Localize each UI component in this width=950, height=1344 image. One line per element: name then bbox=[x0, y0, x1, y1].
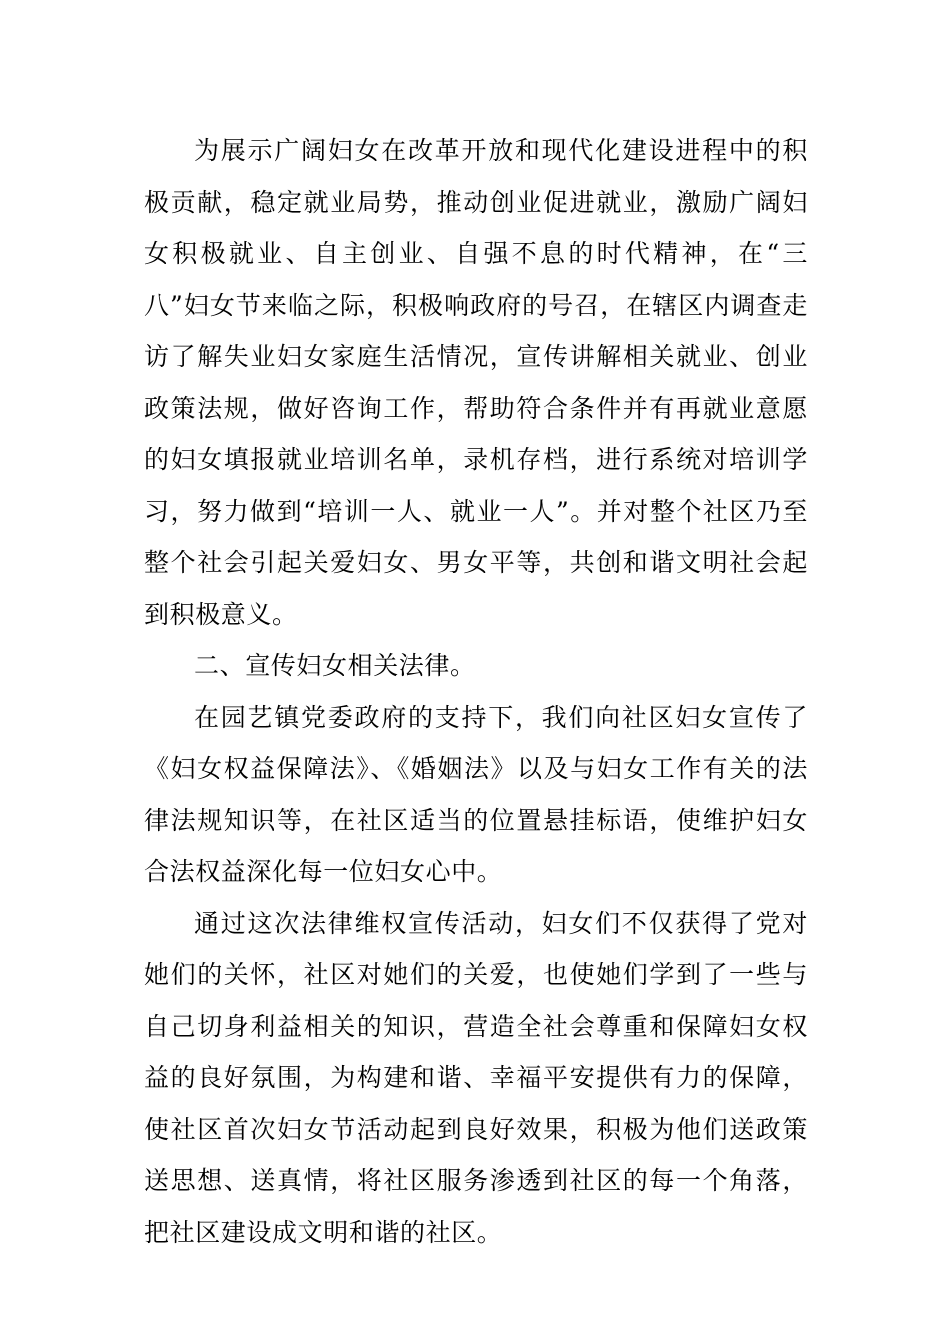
paragraph-activity-summary: 通过这次法律维权宣传活动，妇女们不仅获得了党对她们的关怀，社区对她们的关爱，也使她们学到了一些与自己切身利益相关的知识，营造全社会尊重和保障妇女权益的良好氛围，为构建和谐、幸福平安提供有力的保障，使社区首次妇女节活动起到良好效果，积极为他们送政策送思想、送真情，将社区服务渗透到社区的每一个角落，把社区建设成文明和谐的社区。 bbox=[144, 908, 808, 1247]
paragraph-employment-training: 为展示广阔妇女在改革开放和现代化建设进程中的积极贡献，稳定就业局势，推动创业促进就业，激励广阔妇女积极就业、自主创业、自强不息的时代精神，在“三八”妇女节来临之际，积极响政府的号召，在辖区内调查走访了解失业妇女家庭生活情况，宣传讲解相关就业、创业政策法规，做好咨询工作，帮助符合条件并有再就业意愿的妇女填报就业培训名单，录机存档，进行系统对培训学习，努力做到“培训一人、就业一人”。并对整个社区乃至整个社会引起关爱妇女、男女平等，共创和谐文明社会起到积极意义。 bbox=[144, 136, 808, 629]
section-heading-legal-publicity: 二、宣传妇女相关法律。 bbox=[194, 651, 476, 680]
paragraph-law-publicity: 在园艺镇党委政府的支持下，我们向社区妇女宣传了《妇女权益保障法》、《婚姻法》以及与妇女工作有关的法律法规知识等，在社区适当的位置悬挂标语，使维护妇女合法权益深化每一位妇女心中。 bbox=[144, 702, 808, 886]
document-body bbox=[144, 125, 808, 1258]
